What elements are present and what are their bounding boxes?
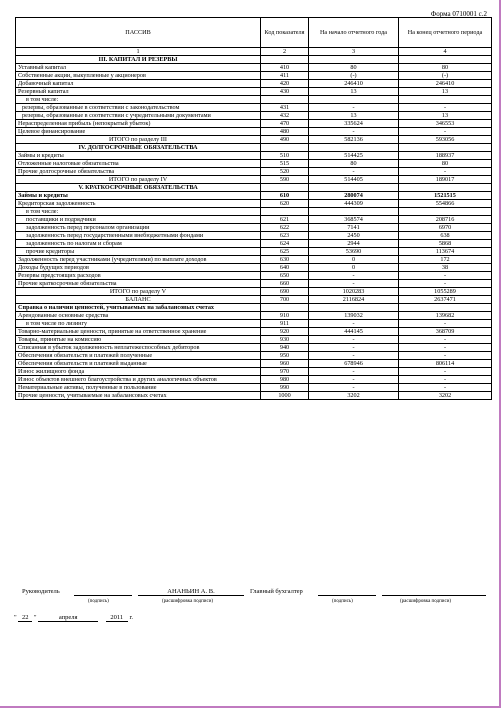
row-end-value: - — [399, 368, 492, 376]
row-end-value: - — [399, 104, 492, 112]
row-code: 490 — [261, 136, 309, 144]
row-code: 930 — [261, 336, 309, 344]
row-label: Износ объектов внешнего благоустройства и других аналогичных объектов — [16, 376, 261, 384]
header-row — [16, 18, 492, 48]
row-label: в том числе: — [16, 208, 261, 216]
header-num-4: 4 — [399, 48, 492, 56]
row-end-value: - — [399, 128, 492, 136]
date-suffix: г. — [129, 614, 133, 621]
row-code: 1000 — [261, 392, 309, 400]
row-label: Прочие ценности, учитываемые на забалансовых счетах — [16, 392, 261, 400]
row-end-value: 368709 — [399, 328, 492, 336]
row-start-value: - — [309, 128, 399, 136]
row-end-value: - — [399, 336, 492, 344]
row-start-value: 1020283 — [309, 288, 399, 296]
row-code: 431 — [261, 104, 309, 112]
row-code: 625 — [261, 248, 309, 256]
form-code: Форма 0710001 с.2 — [430, 10, 487, 18]
table-row — [16, 192, 492, 200]
head-label: Руководитель — [22, 588, 60, 595]
table-row — [16, 136, 492, 144]
table-row — [16, 320, 492, 328]
row-end-value: 346553 — [399, 120, 492, 128]
row-end-value: 2637471 — [399, 296, 492, 304]
row-label: Списанная в убыток задолженность неплатежеспособных дебиторов — [16, 344, 261, 352]
row-label: поставщики и подрядчики — [16, 216, 261, 224]
row-label: задолженность по налогам и сборам — [16, 240, 261, 248]
table-row — [16, 344, 492, 352]
row-label: Прочие долгосрочные обязательства — [16, 168, 261, 176]
row-code: 590 — [261, 176, 309, 184]
table-row — [16, 304, 492, 312]
row-start-value: - — [309, 104, 399, 112]
date-quote-open: " — [14, 614, 17, 621]
row-label: прочие кредиторы — [16, 248, 261, 256]
head-name: АНАНЬИН А. В. — [138, 588, 244, 596]
row-code: 640 — [261, 264, 309, 272]
row-end-value — [399, 96, 492, 104]
row-code: 940 — [261, 344, 309, 352]
table-row — [16, 336, 492, 344]
row-code — [261, 208, 309, 216]
row-label: Товарно-материальные ценности, принятые на ответственное хранение — [16, 328, 261, 336]
row-start-value — [309, 56, 399, 64]
row-code: 470 — [261, 120, 309, 128]
row-end-value: - — [399, 384, 492, 392]
table-row — [16, 160, 492, 168]
table-row — [16, 96, 492, 104]
row-end-value: 5868 — [399, 240, 492, 248]
table-row — [16, 168, 492, 176]
table-row — [16, 80, 492, 88]
table-row — [16, 288, 492, 296]
table-row — [16, 64, 492, 72]
row-end-value: 172 — [399, 256, 492, 264]
row-code: 970 — [261, 368, 309, 376]
accountant-name-line — [382, 588, 486, 596]
accountant-signature-caption: (подпись) — [332, 599, 353, 604]
row-end-value: 6970 — [399, 224, 492, 232]
header-code: Код показателя — [261, 18, 309, 48]
row-code: 620 — [261, 200, 309, 208]
row-label: Нематериальные активы, полученные в пользование — [16, 384, 261, 392]
accountant-label: Главный бухгалтер — [250, 588, 303, 595]
table-row — [16, 88, 492, 96]
table-row — [16, 112, 492, 120]
row-start-value: 280074 — [309, 192, 399, 200]
row-label: V. КРАТКОСРОЧНЫЕ ОБЯЗАТЕЛЬСТВА — [16, 184, 261, 192]
table-row — [16, 264, 492, 272]
row-code — [261, 56, 309, 64]
date-month: апреля — [38, 614, 98, 622]
row-label: Займы и кредиты — [16, 152, 261, 160]
row-label: БАЛАНС — [16, 296, 261, 304]
row-start-value: 514405 — [309, 176, 399, 184]
table-row — [16, 56, 492, 64]
row-label: Займы и кредиты — [16, 192, 261, 200]
row-end-value: - — [399, 344, 492, 352]
table-row — [16, 104, 492, 112]
table-row — [16, 352, 492, 360]
row-start-value: 2116824 — [309, 296, 399, 304]
row-code: 420 — [261, 80, 309, 88]
row-end-value: 80 — [399, 64, 492, 72]
date-day: 22 — [18, 614, 32, 622]
row-end-value: 113674 — [399, 248, 492, 256]
table-row — [16, 232, 492, 240]
table-row — [16, 72, 492, 80]
row-code: 990 — [261, 384, 309, 392]
row-start-value: 444145 — [309, 328, 399, 336]
row-end-value — [399, 184, 492, 192]
balance-sheet-table — [15, 17, 492, 400]
row-label: ИТОГО по разделу V — [16, 288, 261, 296]
row-end-value: 1055289 — [399, 288, 492, 296]
row-code: 650 — [261, 272, 309, 280]
date-year: 2011 — [106, 614, 128, 622]
row-start-value: 678946 — [309, 360, 399, 368]
row-code — [261, 304, 309, 312]
row-label: Резервы предстоящих расходов — [16, 272, 261, 280]
row-label: задолженность перед государственными внебюджетными фондами — [16, 232, 261, 240]
row-start-value: - — [309, 336, 399, 344]
row-start-value — [309, 144, 399, 152]
table-row — [16, 256, 492, 264]
table-row — [16, 360, 492, 368]
row-end-value: 554866 — [399, 200, 492, 208]
row-start-value: 0 — [309, 264, 399, 272]
row-code: 624 — [261, 240, 309, 248]
row-start-value: - — [309, 352, 399, 360]
row-label: ИТОГО по разделу IV — [16, 176, 261, 184]
row-end-value: - — [399, 280, 492, 288]
row-code: 410 — [261, 64, 309, 72]
row-start-value: 7141 — [309, 224, 399, 232]
row-code: 432 — [261, 112, 309, 120]
row-code: 660 — [261, 280, 309, 288]
row-code: 960 — [261, 360, 309, 368]
row-code — [261, 184, 309, 192]
row-code: 910 — [261, 312, 309, 320]
row-start-value — [309, 184, 399, 192]
row-start-value: 3202 — [309, 392, 399, 400]
row-code: 623 — [261, 232, 309, 240]
row-start-value: 2944 — [309, 240, 399, 248]
row-start-value: - — [309, 384, 399, 392]
row-start-value: 80 — [309, 64, 399, 72]
row-label: задолженность перед персоналом организации — [16, 224, 261, 232]
row-start-value: (-) — [309, 72, 399, 80]
row-label: Задолженность перед участниками (учредителями) по выплате доходов — [16, 256, 261, 264]
table-row — [16, 128, 492, 136]
table-row — [16, 152, 492, 160]
row-label: Нераспределенная прибыль (непокрытый убыток) — [16, 120, 261, 128]
row-end-value: 13 — [399, 112, 492, 120]
row-start-value — [309, 304, 399, 312]
row-end-value: - — [399, 272, 492, 280]
row-start-value: 335624 — [309, 120, 399, 128]
table-row — [16, 312, 492, 320]
table-row — [16, 376, 492, 384]
row-start-value: 0 — [309, 256, 399, 264]
row-start-value: 444309 — [309, 200, 399, 208]
header-num-1: 1 — [16, 48, 261, 56]
head-signature-caption: (подпись) — [88, 599, 109, 604]
row-label: Уставный капитал — [16, 64, 261, 72]
row-end-value: 638 — [399, 232, 492, 240]
row-label: Товары, принятые на комиссию — [16, 336, 261, 344]
head-signature-line — [74, 588, 132, 596]
table-row — [16, 296, 492, 304]
table-row — [16, 176, 492, 184]
table-row — [16, 240, 492, 248]
row-code: 430 — [261, 88, 309, 96]
row-label: III. КАПИТАЛ И РЕЗЕРВЫ — [16, 56, 261, 64]
row-start-value: 2450 — [309, 232, 399, 240]
row-code — [261, 144, 309, 152]
row-code: 510 — [261, 152, 309, 160]
row-end-value: 80 — [399, 160, 492, 168]
row-label: Доходы будущих периодов — [16, 264, 261, 272]
table-row — [16, 216, 492, 224]
header-num-3: 3 — [309, 48, 399, 56]
row-end-value — [399, 56, 492, 64]
header-start: На начало отчетного года — [309, 18, 399, 48]
row-label: Отложенные налоговые обязательства — [16, 160, 261, 168]
row-end-value: 246410 — [399, 80, 492, 88]
row-start-value: 53690 — [309, 248, 399, 256]
row-start-value: 13 — [309, 112, 399, 120]
table-row — [16, 392, 492, 400]
row-label: Собственные акции, выкупленные у акционеров — [16, 72, 261, 80]
row-label: Справка о наличии ценностей, учитываемых на забалансовых счетах — [16, 304, 261, 312]
row-start-value: - — [309, 376, 399, 384]
row-end-value: - — [399, 168, 492, 176]
row-label: IV. ДОЛГОСРОЧНЫЕ ОБЯЗАТЕЛЬСТВА — [16, 144, 261, 152]
table-row — [16, 368, 492, 376]
row-start-value: - — [309, 344, 399, 352]
header-passive: ПАССИВ — [16, 18, 261, 48]
row-label: резервы, образованные в соответствии с законодательством — [16, 104, 261, 112]
row-start-value: 368574 — [309, 216, 399, 224]
row-label: Обеспечения обязательств и платежей полученные — [16, 352, 261, 360]
table-row — [16, 280, 492, 288]
row-label: Износ жилищного фонда — [16, 368, 261, 376]
row-label: Целевое финансирование — [16, 128, 261, 136]
row-label: резервы, образованные в соответствии с учредительными документами — [16, 112, 261, 120]
row-label: в том числе: — [16, 96, 261, 104]
row-label: Резервный капитал — [16, 88, 261, 96]
row-label: Добавочный капитал — [16, 80, 261, 88]
row-code: 621 — [261, 216, 309, 224]
row-start-value: - — [309, 368, 399, 376]
row-end-value: 38 — [399, 264, 492, 272]
row-end-value — [399, 144, 492, 152]
row-code: 610 — [261, 192, 309, 200]
table-row — [16, 248, 492, 256]
row-end-value: 3202 — [399, 392, 492, 400]
row-end-value: 593056 — [399, 136, 492, 144]
row-label: Обеспечения обязательств и платежей выданные — [16, 360, 261, 368]
row-code: 911 — [261, 320, 309, 328]
row-label: ИТОГО по разделу III — [16, 136, 261, 144]
row-start-value — [309, 96, 399, 104]
row-start-value — [309, 208, 399, 216]
row-label: Прочие краткосрочные обязательства — [16, 280, 261, 288]
row-start-value: 246410 — [309, 80, 399, 88]
date-quote-close: " — [33, 614, 37, 621]
row-end-value: (-) — [399, 72, 492, 80]
row-start-value: 80 — [309, 160, 399, 168]
accountant-decode-caption: (расшифровка подписи) — [400, 599, 452, 604]
row-code: 480 — [261, 128, 309, 136]
report-date — [14, 614, 133, 622]
row-end-value: 189017 — [399, 176, 492, 184]
row-start-value: 139032 — [309, 312, 399, 320]
row-start-value: 514425 — [309, 152, 399, 160]
row-code: 920 — [261, 328, 309, 336]
row-start-value: - — [309, 280, 399, 288]
table-row — [16, 144, 492, 152]
row-start-value: - — [309, 272, 399, 280]
row-end-value: - — [399, 376, 492, 384]
table-row — [16, 272, 492, 280]
row-code: 980 — [261, 376, 309, 384]
row-end-value — [399, 304, 492, 312]
row-code: 515 — [261, 160, 309, 168]
row-label: в том числе по лизингу — [16, 320, 261, 328]
row-label: Кредиторская задолженность — [16, 200, 261, 208]
row-start-value: 582136 — [309, 136, 399, 144]
row-code: 630 — [261, 256, 309, 264]
row-start-value: 13 — [309, 88, 399, 96]
row-code: 520 — [261, 168, 309, 176]
row-end-value: 188937 — [399, 152, 492, 160]
row-end-value: - — [399, 352, 492, 360]
row-end-value: 139682 — [399, 312, 492, 320]
row-label: Арендованные основные средства — [16, 312, 261, 320]
row-start-value: - — [309, 168, 399, 176]
row-start-value: - — [309, 320, 399, 328]
row-end-value: 1521515 — [399, 192, 492, 200]
table-row — [16, 120, 492, 128]
table-row — [16, 328, 492, 336]
row-code: 950 — [261, 352, 309, 360]
header-end: На конец отчетного периода — [399, 18, 492, 48]
table-row — [16, 208, 492, 216]
row-end-value: 208716 — [399, 216, 492, 224]
row-code: 622 — [261, 224, 309, 232]
row-code: 700 — [261, 296, 309, 304]
row-end-value — [399, 208, 492, 216]
table-row — [16, 224, 492, 232]
row-end-value: 13 — [399, 88, 492, 96]
table-row — [16, 384, 492, 392]
header-num-2: 2 — [261, 48, 309, 56]
row-end-value: - — [399, 320, 492, 328]
table-row — [16, 184, 492, 192]
row-code: 411 — [261, 72, 309, 80]
row-code — [261, 96, 309, 104]
table-row — [16, 200, 492, 208]
row-end-value: 806114 — [399, 360, 492, 368]
header-number-row — [16, 48, 492, 56]
head-decode-caption: (расшифровка подписи) — [162, 599, 214, 604]
row-code: 690 — [261, 288, 309, 296]
accountant-signature-line — [318, 588, 376, 596]
